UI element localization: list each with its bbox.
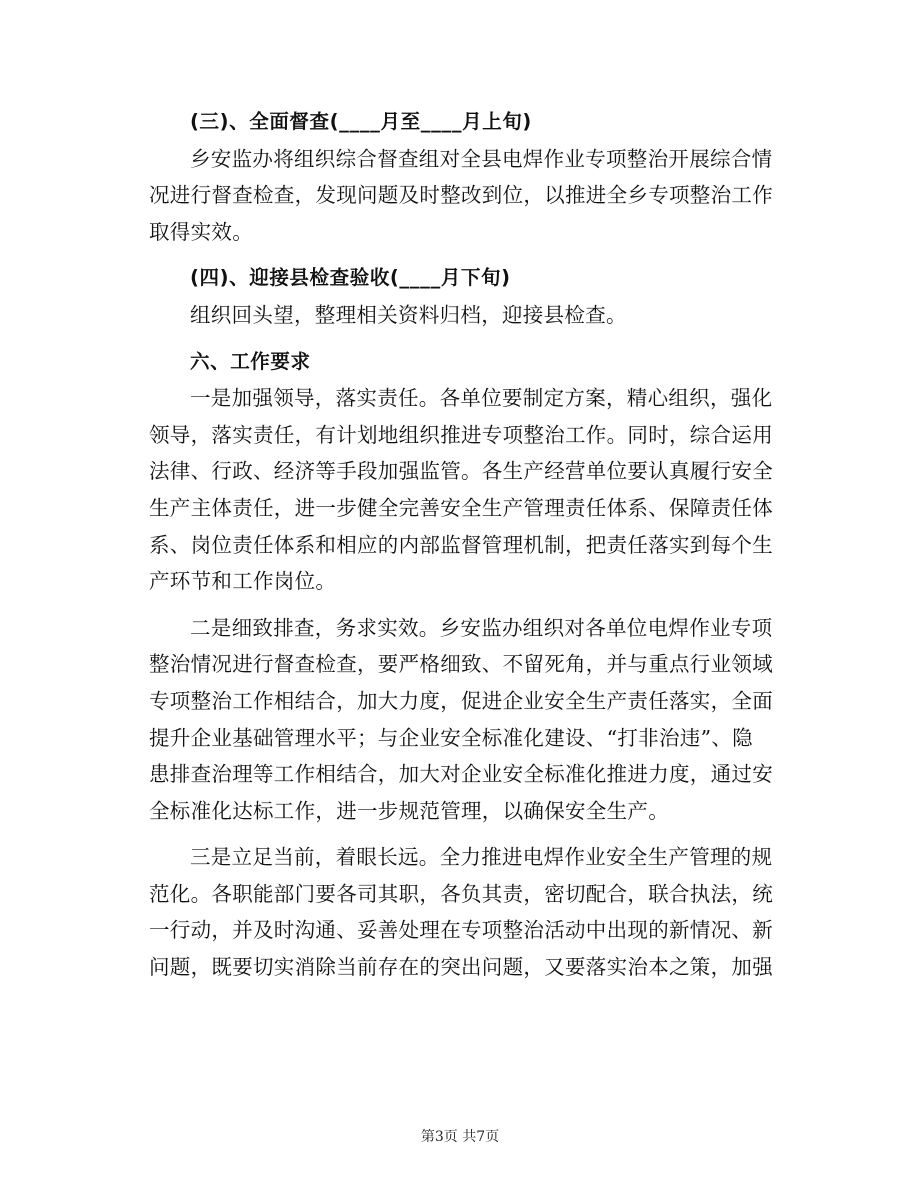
paragraph-line: 三是立足当前，着眼长远。全力推进电焊作业安全生产管理的规 [190,845,773,870]
section-heading-si: (四)、迎接县检查验收(____月下旬) [190,266,511,290]
paragraph-line: 患排查治理等工作相结合，加大对企业安全标准化推进力度，通过安 [149,762,773,787]
paragraph-line: 问题，既要切实消除当前存在的突出问题，又要落实治本之策，加强 [149,955,773,980]
paragraph-line: 全标准化达标工作，进一步规范管理，以确保安全生产。 [149,798,669,823]
paragraph-line: 法律、行政、经济等手段加强监管。各生产经营单位要认真履行安全 [149,459,773,484]
paragraph-line: 二是细致排查，务求实效。乡安监办组织对各单位电焊作业专项 [190,615,773,640]
paragraph-line: 领导，落实责任，有计划地组织推进专项整治工作。同时，综合运用 [149,422,773,447]
paragraph-line: 生产主体责任，进一步健全完善安全生产管理责任体系、保障责任体 [149,495,773,520]
paragraph-line: 一行动，并及时沟通、妥善处理在专项整治活动中出现的新情况、新 [149,918,773,943]
paragraph-line: 系、岗位责任体系和相应的内部监督管理机制，把责任落实到每个生 [149,532,773,557]
paragraph-line: 取得实效。 [149,219,253,244]
paragraph-line: 专项整治工作相结合，加大力度，促进企业安全生产责任落实，全面 [149,688,773,713]
paragraph-line: 乡安监办将组织综合督查组对全县电焊作业专项整治开展综合情 [190,146,773,171]
paragraph-line: 况进行督查检查，发现问题及时整改到位，以推进全乡专项整治工作 [149,183,773,208]
section-heading-liu: 六、工作要求 [190,349,311,373]
page-number-footer: 第3页 共7页 [420,1129,500,1145]
paragraph-line: 一是加强领导，落实责任。各单位要制定方案，精心组织，强化 [190,386,773,411]
paragraph-line: 提升企业基础管理水平；与企业安全标准化建设、“打非治违”、隐 [149,725,753,750]
document-body [149,104,773,986]
paragraph-line: 范化。各职能部门要各司其职，各负其责，密切配合，联合执法，统 [149,881,773,906]
paragraph-line: 组织回头望，整理相关资料归档，迎接县检查。 [190,302,627,327]
section-heading-san: (三)、全面督查(____月至____月上旬) [190,110,532,133]
paragraph-line: 整治情况进行督查检查，要严格细致、不留死角，并与重点行业领域 [149,652,773,677]
paragraph-line: 产环节和工作岗位。 [149,569,337,594]
